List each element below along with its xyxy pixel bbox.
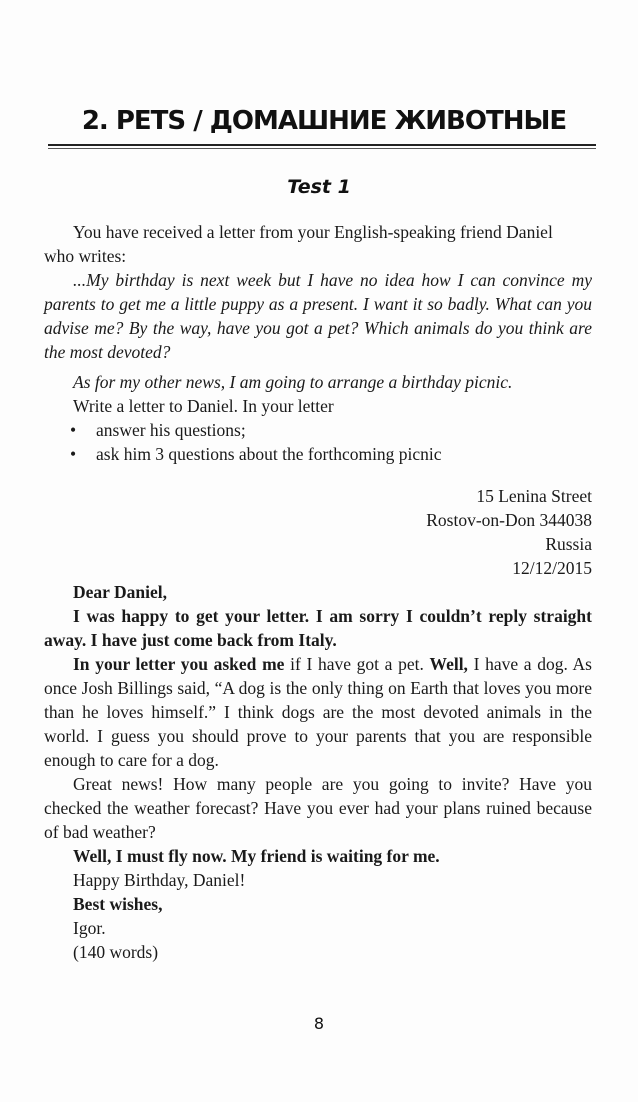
task-intro-line2: who writes:	[44, 246, 127, 266]
test-title: Test 1	[287, 176, 351, 198]
bullet-text: answer his questions;	[96, 420, 246, 440]
letter-greeting: Dear Daniel,	[73, 582, 167, 602]
title-rule-thick	[48, 144, 596, 146]
task-intro	[44, 220, 592, 268]
bullet-icon: •	[70, 420, 77, 440]
address-country: Russia	[545, 534, 592, 554]
task-bullet-item	[70, 418, 570, 442]
title-rule-thin	[48, 148, 596, 149]
letter-date: 12/12/2015	[512, 558, 592, 578]
task-bullet-list	[70, 418, 570, 466]
task-bullet-item	[70, 442, 570, 466]
letter-opening: I was happy to get your letter. I am sorry I couldn’t reply straight away. I have just come back from Italy.	[44, 606, 592, 650]
letter-paragraph-pet	[44, 652, 592, 772]
letter-paragraph-questions: Great news! How many people are you going to invite? Have you checked the weather forecast? Have you ever had your plans ruined because of bad weather?	[44, 774, 592, 842]
phrase-well: Well,	[429, 654, 468, 674]
sender-address	[292, 484, 592, 580]
letter-closing: Well, I must fly now. My friend is waiting for me.	[73, 846, 440, 866]
bullet-text: ask him 3 questions about the forthcoming picnic	[96, 444, 442, 464]
other-news: As for my other news, I am going to arrange a birthday picnic.	[73, 372, 513, 392]
chapter-title: 2. PETS / ДОМАШНИЕ ЖИВОТНЫЕ	[81, 106, 567, 136]
task-intro-line1: You have received a letter from your English-speaking friend Daniel	[73, 222, 553, 242]
letter-wish: Happy Birthday, Daniel!	[73, 870, 246, 890]
page-number: 8	[313, 1014, 325, 1033]
bullet-icon: •	[70, 444, 77, 464]
phrase-dog: I have a dog. As once Josh Billings said, “A dog is the only thing on Earth that loves you more than he loves himself.” I think dogs are the most devoted animals in the world. I guess you should prove to your parents that you are responsible enough to care for a dog.	[44, 654, 592, 770]
phrase-pet: if I have got a pet.	[284, 654, 430, 674]
address-city: Rostov-on-Don 344038	[426, 510, 592, 530]
letter-signature: Igor.	[73, 918, 106, 938]
phrase-asked: In your letter you asked me	[73, 654, 285, 674]
friend-quote: ...My birthday is next week but I have no idea how I can convince my parents to get me a little puppy as a present. I want it so badly. What can you advise me? By the way, have you got a pet? Which animals do you think are the most devoted?	[44, 270, 592, 362]
task-instruction: Write a letter to Daniel. In your letter	[73, 396, 334, 416]
letter-signoff: Best wishes,	[73, 894, 163, 914]
word-count: (140 words)	[73, 942, 159, 962]
address-street: 15 Lenina Street	[476, 486, 592, 506]
